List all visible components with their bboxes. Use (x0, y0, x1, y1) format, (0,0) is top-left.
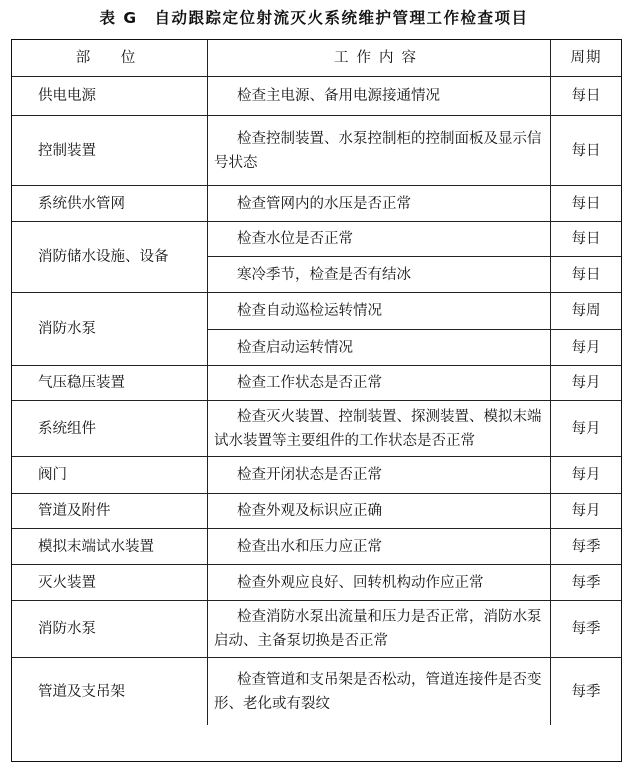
row-part: 气压稳压装置 (12, 366, 208, 401)
row-work: 检查工作状态是否正常 (208, 366, 551, 401)
row-period: 每日 (551, 222, 621, 257)
row-period: 每月 (551, 457, 621, 494)
row-part: 管道及附件 (12, 494, 208, 529)
row-period: 每周 (551, 293, 621, 330)
row-work: 检查外观及标识应正确 (208, 494, 551, 529)
row-period: 每季 (551, 529, 621, 565)
header-period: 周期 (551, 40, 621, 77)
row-period: 每日 (551, 77, 621, 116)
row-part: 管道及支吊架 (12, 658, 208, 725)
row-part: 系统组件 (12, 401, 208, 457)
row-period: 每季 (551, 601, 621, 658)
row-work: 检查自动巡检运转情况 (208, 293, 551, 330)
row-period: 每季 (571, 683, 601, 700)
row-period: 每月 (551, 366, 621, 401)
row-part: 系统供水管网 (12, 186, 208, 222)
header-part: 部 位 (12, 40, 208, 77)
row-part: 阀门 (12, 457, 208, 494)
row-period: 每月 (551, 401, 621, 457)
row-work: 检查主电源、备用电源接通情况 (208, 77, 551, 116)
row-work: 检查管网内的水压是否正常 (208, 186, 551, 222)
row-work: 检查管道和支吊架是否松动，管道连接件是否变形、老化或有裂纹 (208, 658, 551, 725)
row-part: 控制装置 (12, 116, 208, 186)
row-work: 检查控制装置、水泵控制柜的控制面板及显示信号状态 (208, 116, 551, 186)
row-part: 灭火装置 (12, 565, 208, 601)
row-period: 每日 (551, 116, 621, 186)
row-work: 寒冷季节，检查是否有结冰 (208, 257, 551, 293)
row-work: 检查灭火装置、控制装置、探测装置、模拟末端试水装置等主要组件的工作状态是否正常 (208, 401, 551, 457)
row-work: 检查外观应良好、回转机构动作应正常 (208, 565, 551, 601)
header-work: 工作内容 (208, 40, 551, 77)
row-work: 检查消防水泵出流量和压力是否正常，消防水泵启动、主备泵切换是否正常 (208, 601, 551, 658)
row-period: 每日 (551, 257, 621, 293)
inspection-table (11, 39, 622, 762)
row-period: 每季 (551, 565, 621, 601)
row-part: 供电电源 (12, 77, 208, 116)
table-title: 表 G 自动跟踪定位射流灭火系统维护管理工作检查项目 (99, 9, 529, 27)
row-work: 检查水位是否正常 (208, 222, 551, 257)
row-work: 检查出水和压力应正常 (208, 529, 551, 565)
row-period: 每月 (551, 330, 621, 366)
row-period: 每日 (551, 186, 621, 222)
row-part: 消防水泵 (12, 293, 208, 366)
row-period: 每月 (551, 494, 621, 529)
row-part: 消防水泵 (12, 601, 208, 658)
row-part: 消防储水设施、设备 (12, 222, 208, 293)
row-work: 检查启动运转情况 (208, 330, 551, 366)
row-work: 检查开闭状态是否正常 (208, 457, 551, 494)
row-part: 模拟末端试水装置 (12, 529, 208, 565)
